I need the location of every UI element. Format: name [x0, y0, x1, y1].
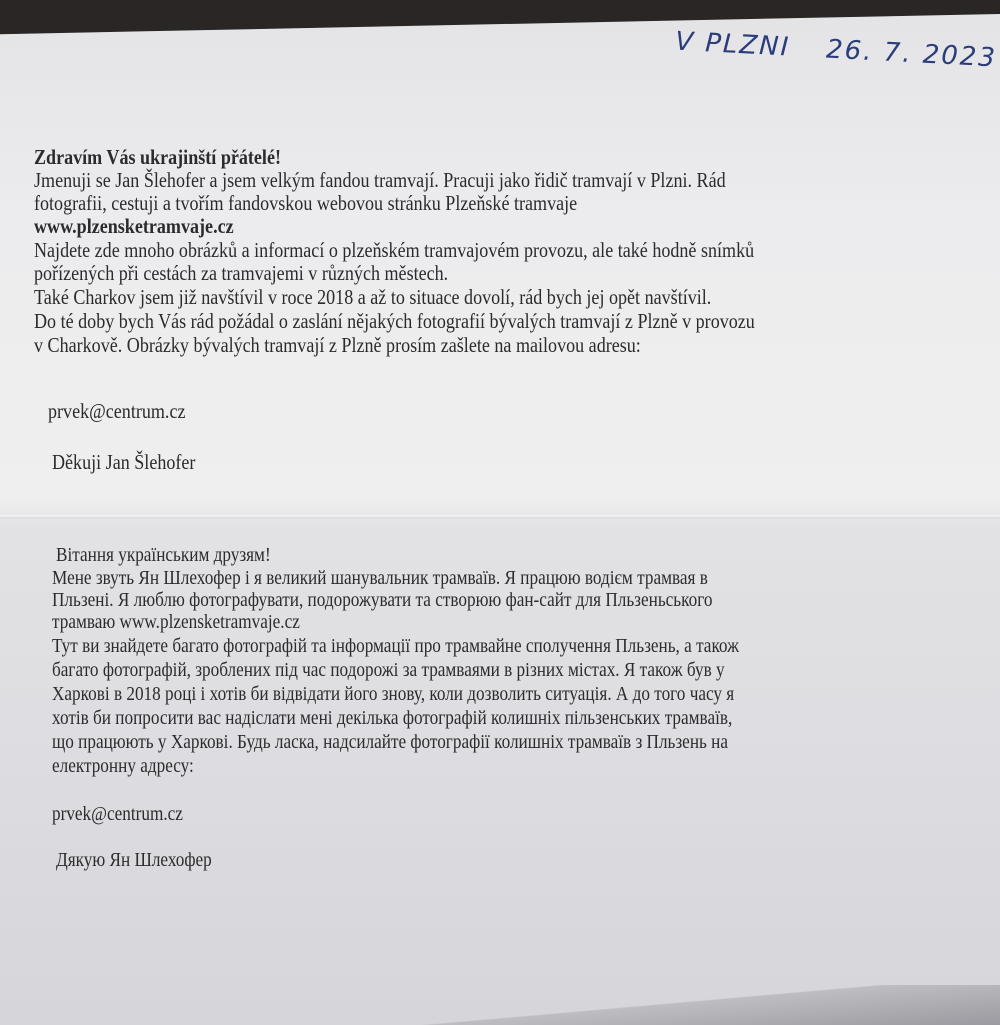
- czech-line: v Charkově. Obrázky bývalých tramvají z Plzně prosím zašlete na mailovou adresu:: [34, 333, 641, 357]
- ukrainian-signature: Дякую Ян Шлехофер: [56, 849, 212, 871]
- ukrainian-line: електронну адресу:: [52, 755, 194, 777]
- czech-greeting: Zdravím Vás ukrajinští přátelé!: [34, 145, 281, 169]
- paper-bottom-edge: [0, 985, 1000, 1025]
- ukrainian-line: що працюють у Харкові. Будь ласка, надсилайте фотографії колишніх трамваїв з Пльзень на: [52, 731, 729, 753]
- czech-line: Jmenuji se Jan Šlehofer a jsem velkým fandou tramvají. Pracuji jako řidič tramvají v Plzni. Rád: [34, 168, 726, 192]
- handwritten-place: V PLZNI: [674, 26, 792, 63]
- czech-signature: Děkuji Jan Šlehofer: [52, 450, 196, 474]
- ukrainian-line: Мене звуть Ян Шлехофер і я великий шанувальник трамваїв. Я працюю водієм трамвая в: [52, 567, 708, 589]
- ukrainian-line: Тут ви знайдете багато фотографій та інформації про трамвайне сполучення Пльзень, а також: [52, 635, 739, 657]
- czech-line: fotografii, cestuji a tvořím fandovskou webovou stránku Plzeňské tramvaje: [34, 191, 578, 215]
- ukrainian-greeting: Вітання українським друзям!: [56, 544, 271, 566]
- ukrainian-line: хотів би попросити вас надіслати мені декілька фотографій колишніх пільзенських трамваїв,: [52, 707, 733, 729]
- czech-line: Do té doby bych Vás rád požádal o zaslání nějakých fotografií bývalých tramvají z Plzně v provozu: [34, 309, 755, 333]
- ukrainian-line: Харкові в 2018 році і хотів би відвідати його знову, коли дозволить ситуація. А до того часу я: [52, 683, 735, 705]
- czech-website: www.plzensketramvaje.cz: [34, 214, 234, 238]
- czech-email: prvek@centrum.cz: [48, 399, 186, 423]
- czech-line: Najdete zde mnoho obrázků a informací o plzeňském tramvajovém provozu, ale také hodně snímků: [34, 238, 755, 262]
- paper-fold: [0, 515, 1000, 519]
- ukrainian-line: трамваю www.plzensketramvaje.cz: [52, 611, 300, 633]
- czech-line: pořízených při cestách za tramvajemi v různých městech.: [34, 261, 449, 285]
- ukrainian-line: багато фотографій, зроблених під час подорожі за трамваями в різних містах. Я також був у: [52, 659, 725, 681]
- handwritten-date-value: 26. 7. 2023: [825, 34, 998, 74]
- ukrainian-line: Пльзені. Я люблю фотографувати, подорожувати та створюю фан-сайт для Пльзеньського: [52, 589, 713, 611]
- ukrainian-email: prvek@centrum.cz: [52, 803, 183, 825]
- czech-line: Také Charkov jsem již navštívil v roce 2018 a až to situace dovolí, rád bych jej opět navštívil.: [34, 285, 712, 309]
